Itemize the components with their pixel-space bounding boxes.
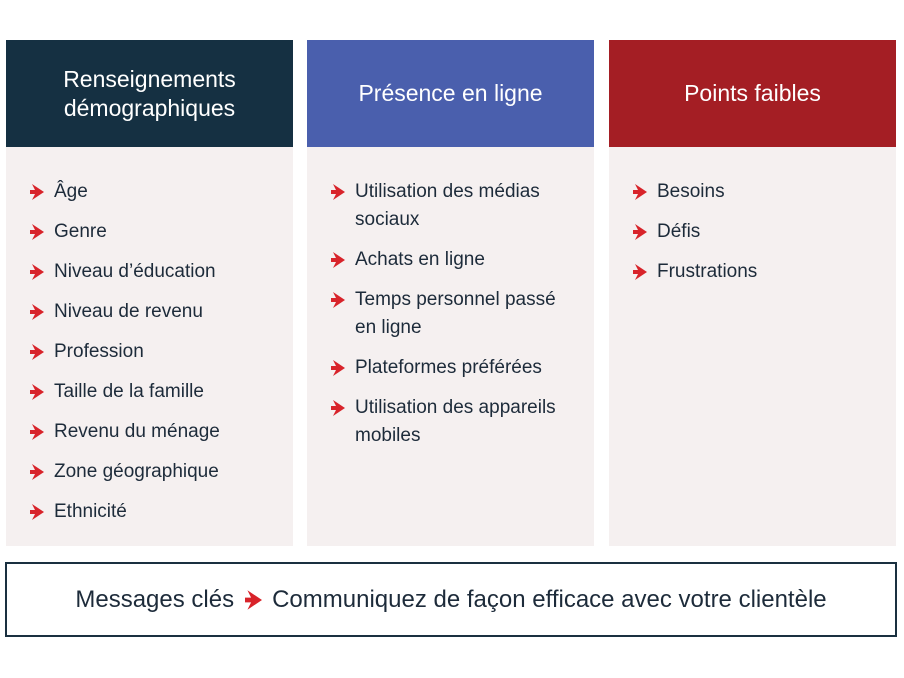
list-item xyxy=(30,258,277,286)
list-item xyxy=(30,338,277,366)
list-item-label: Revenu du ménage xyxy=(54,421,220,442)
arrow-right-icon xyxy=(30,384,44,400)
list-item xyxy=(331,286,578,342)
arrow-right-icon xyxy=(331,360,345,376)
list-item-label: Profession xyxy=(54,341,144,362)
column-online-presence xyxy=(307,40,594,546)
list-item-label: Plateformes préférées xyxy=(355,357,542,378)
item-list-pain-points xyxy=(609,147,896,286)
arrow-right-icon xyxy=(30,424,44,440)
arrow-right-icon xyxy=(30,344,44,360)
arrow-right-icon xyxy=(331,252,345,268)
list-item-label: Genre xyxy=(54,221,107,242)
column-pain-points xyxy=(609,40,896,546)
list-item xyxy=(331,178,578,234)
arrow-right-icon xyxy=(331,184,345,200)
column-title-online-presence: Présence en ligne xyxy=(358,80,543,106)
list-item xyxy=(30,218,277,246)
column-demographics xyxy=(6,40,293,546)
arrow-right-icon xyxy=(30,504,44,520)
arrow-right-icon xyxy=(633,184,647,200)
list-item xyxy=(30,378,277,406)
list-item-label: Temps personnel passé en ligne xyxy=(355,289,556,338)
column-header-pain-points xyxy=(609,40,896,147)
column-title-demographics: Renseignements démographiques xyxy=(63,65,236,121)
list-item xyxy=(331,394,578,450)
list-item xyxy=(30,498,277,526)
list-item-label: Ethnicité xyxy=(54,501,127,522)
arrow-right-icon xyxy=(245,590,262,610)
item-list-online-presence xyxy=(307,147,594,450)
list-item-label: Zone géographique xyxy=(54,461,219,482)
list-item-label: Besoins xyxy=(657,181,725,202)
list-item xyxy=(331,354,578,382)
arrow-right-icon xyxy=(633,264,647,280)
arrow-right-icon xyxy=(331,400,345,416)
list-item xyxy=(30,418,277,446)
key-message-text: Communiquez de façon efficace avec votre clientèle xyxy=(272,585,827,613)
list-item-label: Défis xyxy=(657,221,701,242)
list-item xyxy=(331,246,578,274)
list-item-label: Frustrations xyxy=(657,261,758,282)
list-item-label: Niveau de revenu xyxy=(54,301,203,322)
list-item-label: Âge xyxy=(54,181,88,202)
list-item xyxy=(30,298,277,326)
list-item xyxy=(30,178,277,206)
list-item-label: Utilisation des médias sociaux xyxy=(355,181,540,230)
list-item xyxy=(633,218,880,246)
list-item-label: Utilisation des appareils mobiles xyxy=(355,397,556,446)
arrow-right-icon xyxy=(633,224,647,240)
list-item-label: Niveau d’éducation xyxy=(54,261,216,282)
item-list-demographics xyxy=(6,147,293,526)
key-message-box xyxy=(5,562,897,637)
arrow-right-icon xyxy=(30,184,44,200)
list-item-label: Achats en ligne xyxy=(355,249,485,270)
list-item xyxy=(633,258,880,286)
arrow-right-icon xyxy=(331,292,345,308)
column-title-pain-points: Points faibles xyxy=(684,80,821,106)
arrow-right-icon xyxy=(30,304,44,320)
column-header-online-presence xyxy=(307,40,594,147)
key-message-label: Messages clés xyxy=(75,585,235,613)
column-header-demographics xyxy=(6,40,293,147)
arrow-right-icon xyxy=(30,224,44,240)
columns-container xyxy=(6,40,896,546)
list-item-label: Taille de la famille xyxy=(54,381,204,402)
list-item xyxy=(633,178,880,206)
arrow-right-icon xyxy=(30,264,44,280)
arrow-right-icon xyxy=(30,464,44,480)
list-item xyxy=(30,458,277,486)
